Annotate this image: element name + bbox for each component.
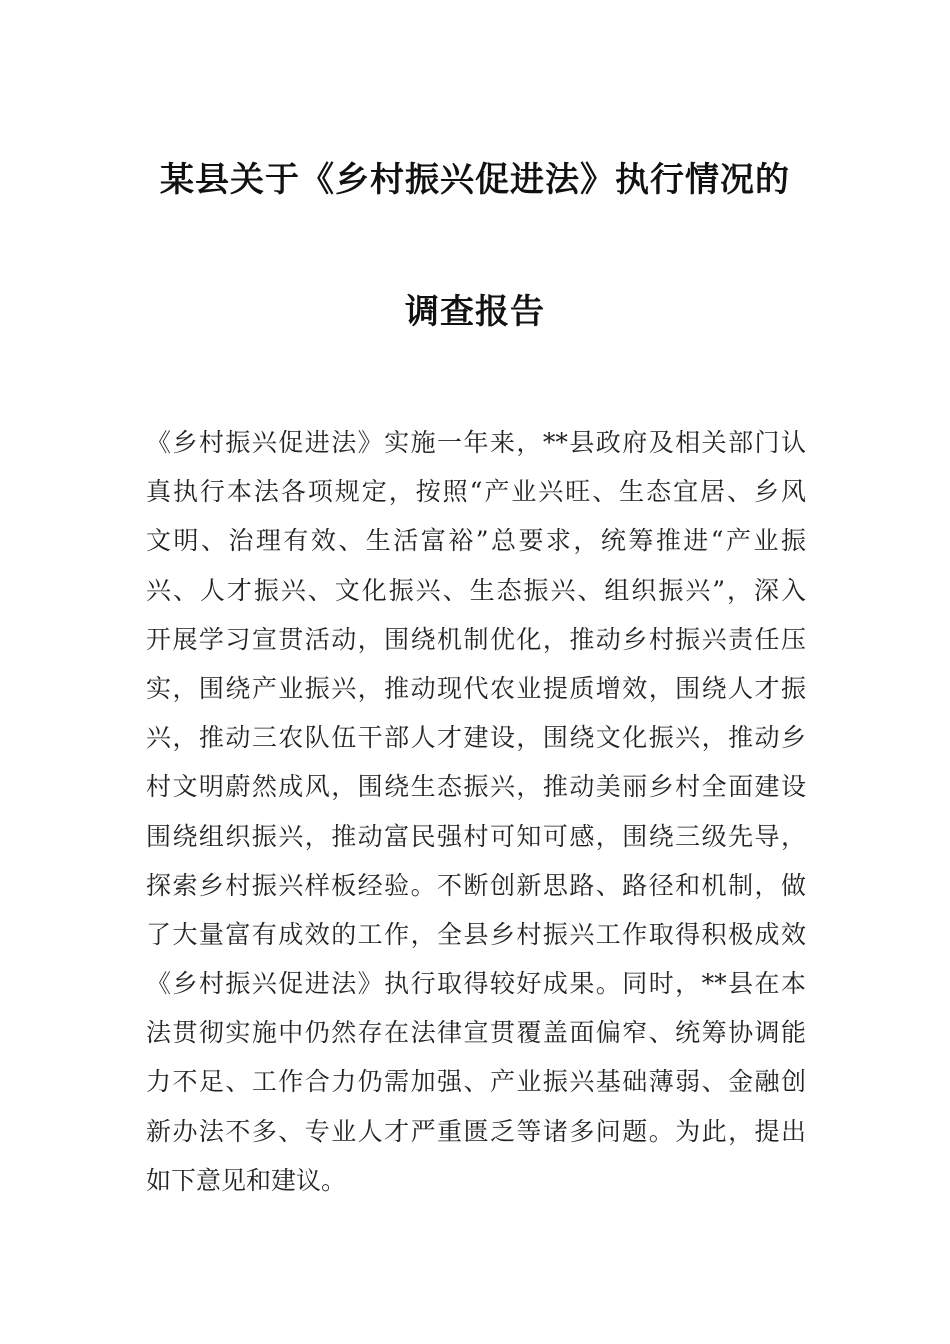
paragraph-line: 兴、人才振兴、文化振兴、生态振兴、组织振兴”，深入 bbox=[146, 575, 806, 605]
paragraph-line: 村文明蔚然成风，围绕生态振兴，推动美丽乡村全面建设 bbox=[146, 772, 806, 802]
body-paragraph bbox=[146, 418, 806, 1205]
paragraph-line: 围绕组织振兴，推动富民强村可知可感，围绕三级先导， bbox=[146, 821, 806, 851]
paragraph-line: 实，围绕产业振兴，推动现代农业提质增效，围绕人才振 bbox=[146, 673, 806, 703]
paragraph-line: 如下意见和建议。 bbox=[146, 1165, 347, 1195]
paragraph-line: 法贯彻实施中仍然存在法律宣贯覆盖面偏窄、统筹协调能 bbox=[146, 1018, 806, 1048]
document-title-line-2: 调查报告 bbox=[405, 292, 545, 332]
paragraph-line: 新办法不多、专业人才严重匮乏等诸多问题。为此，提出 bbox=[146, 1116, 806, 1146]
paragraph-line: 开展学习宣贯活动，围绕机制优化，推动乡村振兴责任压 bbox=[146, 624, 806, 654]
paragraph-line: 探索乡村振兴样板经验。不断创新思路、路径和机制，做 bbox=[146, 870, 806, 900]
paragraph-line: 文明、治理有效、生活富裕”总要求，统筹推进“产业振 bbox=[146, 526, 806, 556]
paragraph-line: 《乡村振兴促进法》执行取得较好成果。同时，**县在本 bbox=[146, 969, 806, 999]
paragraph-line: 《乡村振兴促进法》实施一年来，**县政府及相关部门认 bbox=[146, 428, 806, 457]
document-title-line-1: 某县关于《乡村振兴促进法》执行情况的 bbox=[160, 160, 790, 200]
paragraph-line: 力不足、工作合力仍需加强、产业振兴基础薄弱、金融创 bbox=[146, 1067, 806, 1097]
paragraph-line: 真执行本法各项规定，按照“产业兴旺、生态宜居、乡风 bbox=[146, 477, 806, 507]
paragraph-line: 了大量富有成效的工作，全县乡村振兴工作取得积极成效 bbox=[146, 919, 806, 949]
paragraph-line: 兴，推动三农队伍干部人才建设，围绕文化振兴，推动乡 bbox=[146, 723, 806, 753]
